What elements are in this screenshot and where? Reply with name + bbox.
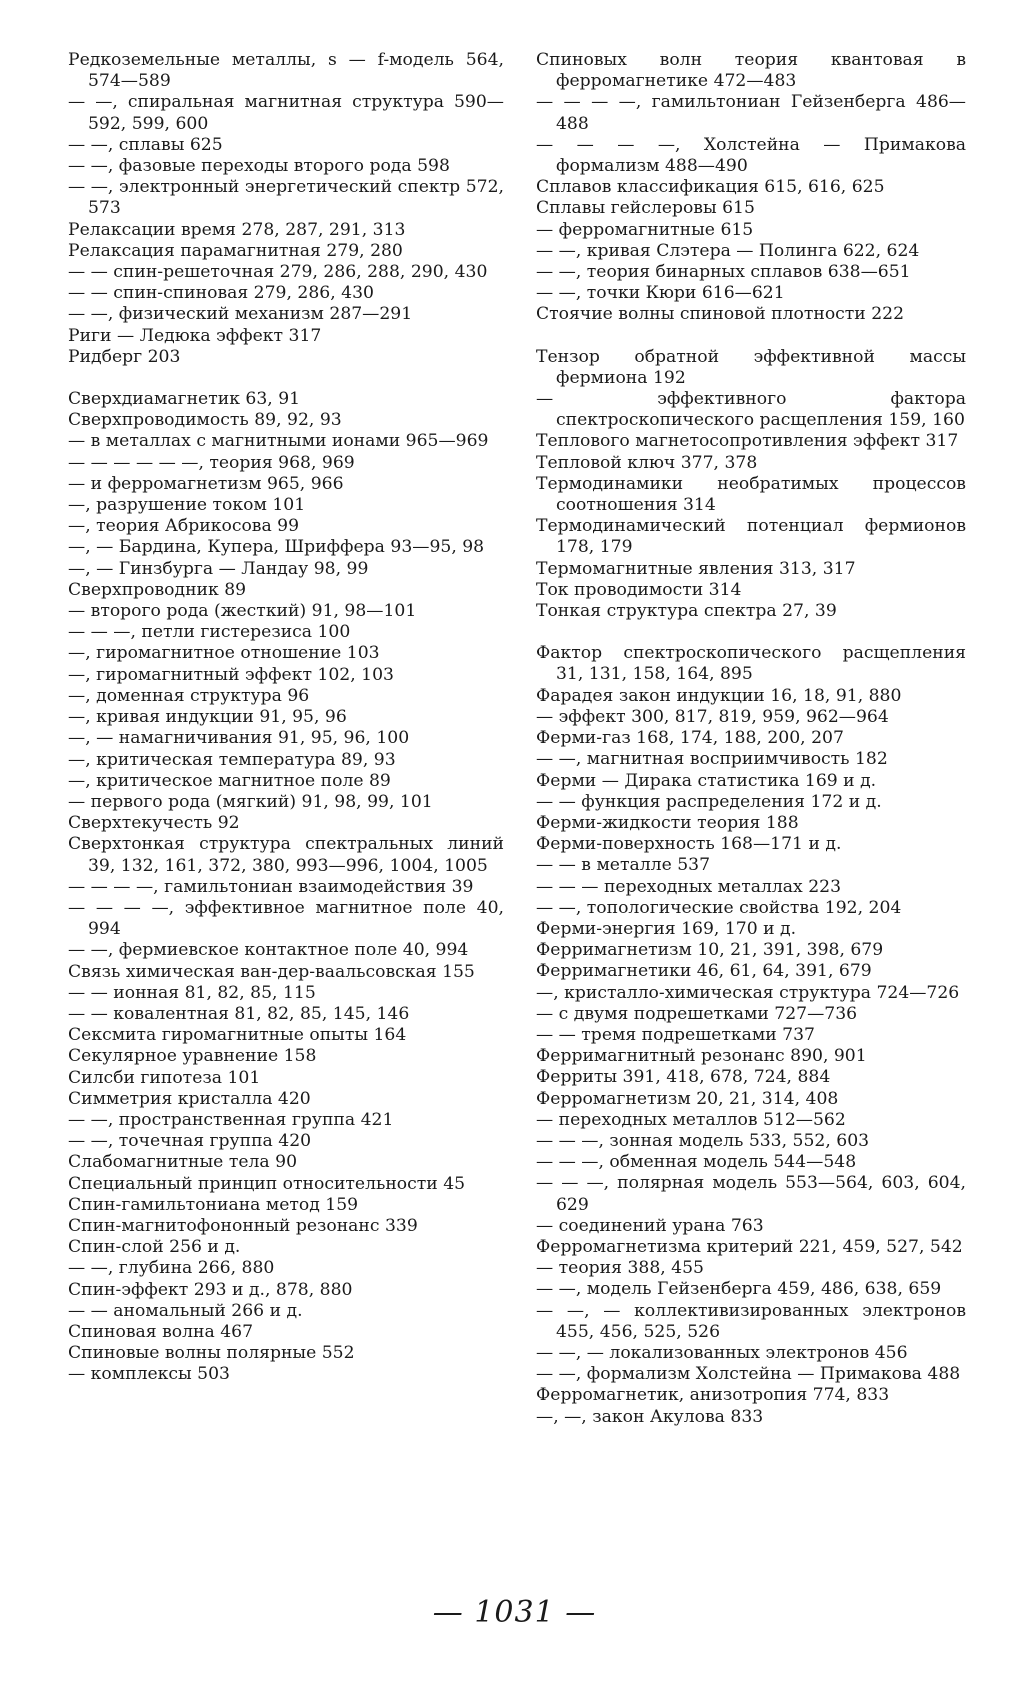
index-entry: — —, — локализованных электронов 456 bbox=[536, 1342, 908, 1363]
index-entry: — —, кривая Слэтера — Полинга 622, 624 bbox=[536, 240, 920, 261]
index-entry: — — — —, эффективное магнитное поле 40, 994 bbox=[68, 897, 504, 940]
index-entry: Спин-магнитофононный резонанс 339 bbox=[68, 1215, 418, 1236]
index-entry: Ферримагнетики 46, 61, 64, 391, 679 bbox=[536, 961, 872, 982]
index-column-right bbox=[536, 50, 966, 1428]
index-entry: — —, фермиевское контактное поле 40, 994 bbox=[68, 940, 469, 961]
index-entry: — — тремя подрешетками 737 bbox=[536, 1024, 815, 1045]
index-entry: — — — — — —, теория 968, 969 bbox=[68, 452, 355, 473]
index-entry: — —, магнитная восприимчивость 182 bbox=[536, 749, 888, 770]
index-entry: — —, точки Кюри 616—621 bbox=[536, 283, 785, 304]
index-entry: Сверхтекучесть 92 bbox=[68, 813, 240, 834]
index-entry: —, критическое магнитное поле 89 bbox=[68, 770, 391, 791]
index-entry: Ферми-жидкости теория 188 bbox=[536, 812, 799, 833]
index-entry: Ридберг 203 bbox=[68, 346, 181, 367]
index-entry: Теплового магнетосопротивления эффект 317 bbox=[536, 431, 959, 452]
index-entry: Термодинамики необратимых процессов соотношения 314 bbox=[536, 473, 966, 516]
index-entry: Сплавы гейслеровы 615 bbox=[536, 198, 755, 219]
index-entry: Сверхпроводник 89 bbox=[68, 579, 247, 600]
index-entry: Риги — Ледюка эффект 317 bbox=[68, 325, 322, 346]
index-entry: — переходных металлов 512—562 bbox=[536, 1109, 846, 1130]
index-entry: — —, теория бинарных сплавов 638—651 bbox=[536, 262, 911, 283]
index-column-left bbox=[68, 50, 504, 1386]
index-entry: — —, сплавы 625 bbox=[68, 134, 223, 155]
index-entry: — —, топологические свойства 192, 204 bbox=[536, 897, 902, 918]
index-entry: Сексмита гиромагнитные опыты 164 bbox=[68, 1025, 407, 1046]
index-entry: — —, пространственная группа 421 bbox=[68, 1109, 394, 1130]
index-entry: Стоячие волны спиновой плотности 222 bbox=[536, 304, 905, 325]
index-entry: —, — Гинзбурга — Ландау 98, 99 bbox=[68, 558, 369, 579]
index-entry: Тензор обратной эффективной массы фермиона 192 bbox=[536, 346, 966, 388]
index-entry: — — спин-решеточная 279, 286, 288, 290, 430 bbox=[68, 262, 488, 283]
index-entry: —, — Бардина, Купера, Шриффера 93—95, 98 bbox=[68, 537, 485, 558]
index-entry: Спин-гамильтониана метод 159 bbox=[68, 1194, 359, 1215]
index-entry: — —, — коллективизированных электронов 455, 456, 525, 526 bbox=[536, 1300, 966, 1342]
index-entry: —, критическая температура 89, 93 bbox=[68, 749, 396, 770]
index-entry: —, доменная структура 96 bbox=[68, 685, 310, 706]
index-entry: Ферромагнетизм 20, 21, 314, 408 bbox=[536, 1088, 839, 1109]
index-entry: Спин-слой 256 и д. bbox=[68, 1237, 241, 1258]
index-entry: — — — —, Холстейна — Примакова формализм 488—490 bbox=[536, 134, 966, 177]
index-entry: — — —, обменная модель 544—548 bbox=[536, 1152, 857, 1173]
index-entry: — —, глубина 266, 880 bbox=[68, 1258, 275, 1279]
index-entry: —, теория Абрикосова 99 bbox=[68, 516, 300, 537]
index-entry: — — ионная 81, 82, 85, 115 bbox=[68, 982, 316, 1003]
index-entry: Ферми-энергия 169, 170 и д. bbox=[536, 918, 797, 939]
index-entry: — — спин-спиновая 279, 286, 430 bbox=[68, 283, 374, 304]
index-entry: — второго рода (жесткий) 91, 98—101 bbox=[68, 601, 417, 622]
index-entry: — — функция распределения 172 и д. bbox=[536, 791, 882, 812]
index-entry: Секулярное уравнение 158 bbox=[68, 1046, 317, 1067]
index-entry: Связь химическая ван-дер-ваальсовская 155 bbox=[68, 961, 475, 982]
index-entry: Ферромагнетизма критерий 221, 459, 527, 542 bbox=[536, 1236, 963, 1257]
index-entry: — и ферромагнетизм 965, 966 bbox=[68, 473, 344, 494]
index-entry: — — — —, гамильтониан взаимодействия 39 bbox=[68, 876, 474, 897]
index-entry: — соединений урана 763 bbox=[536, 1215, 764, 1236]
index-entry: —, —, закон Акулова 833 bbox=[536, 1406, 764, 1427]
index-entry: Сверхтонкая структура спектральных линий 39, 132, 161, 372, 380, 993—996, 1004, 1005 bbox=[68, 834, 504, 876]
index-entry: — ферромагнитные 615 bbox=[536, 219, 754, 240]
index-entry: Спин-эффект 293 и д., 878, 880 bbox=[68, 1279, 353, 1300]
index-entry: Термодинамический потенциал фермионов 178, 179 bbox=[536, 516, 966, 558]
index-entry: — —, формализм Холстейна — Примакова 488 bbox=[536, 1364, 961, 1385]
index-entry: — — —, петли гистерезиса 100 bbox=[68, 622, 351, 643]
index-entry: —, гиромагнитный эффект 102, 103 bbox=[68, 664, 394, 685]
index-entry: Сплавов классификация 615, 616, 625 bbox=[536, 177, 885, 198]
index-entry: —, гиромагнитное отношение 103 bbox=[68, 643, 380, 664]
index-entry: — — в металле 537 bbox=[536, 855, 711, 876]
index-entry: — теория 388, 455 bbox=[536, 1258, 704, 1279]
index-entry: — в металлах с магнитными ионами 965—969 bbox=[68, 431, 489, 452]
index-entry: — первого рода (мягкий) 91, 98, 99, 101 bbox=[68, 791, 433, 812]
index-entry: — — —, полярная модель 553—564, 603, 604, 629 bbox=[536, 1173, 966, 1215]
index-entry: Спиновых волн теория квантовая в ферромагнетике 472—483 bbox=[536, 50, 966, 92]
index-entry: — —, спиральная магнитная структура 590—592, 599, 600 bbox=[68, 92, 504, 134]
index-entry: Ток проводимости 314 bbox=[536, 579, 742, 600]
index-entry: Термомагнитные явления 313, 317 bbox=[536, 558, 856, 579]
index-entry: — — аномальный 266 и д. bbox=[68, 1300, 303, 1321]
index-entry: — эффективного фактора спектроскопического расщепления 159, 160 bbox=[536, 389, 966, 431]
index-entry: — —, электронный энергетический спектр 572, 573 bbox=[68, 177, 504, 219]
index-entry: Релаксация парамагнитная 279, 280 bbox=[68, 240, 403, 261]
index-entry: Фарадея закон индукции 16, 18, 91, 880 bbox=[536, 685, 902, 706]
index-entry: — —, точечная группа 420 bbox=[68, 1131, 312, 1152]
index-entry: Сверхпроводимость 89, 92, 93 bbox=[68, 410, 342, 431]
index-entry: Фактор спектроскопического расщепления 31, 131, 158, 164, 895 bbox=[536, 643, 966, 685]
index-entry: Силсби гипотеза 101 bbox=[68, 1067, 261, 1088]
index-entry: Ферми-поверхность 168—171 и д. bbox=[536, 834, 842, 855]
index-entry: Ферми-газ 168, 174, 188, 200, 207 bbox=[536, 728, 844, 749]
index-entry: Релаксации время 278, 287, 291, 313 bbox=[68, 219, 406, 240]
page-number: — 1031 — bbox=[432, 1595, 597, 1630]
index-entry: —, — намагничивания 91, 95, 96, 100 bbox=[68, 728, 410, 749]
index-entry: — комплексы 503 bbox=[68, 1364, 230, 1385]
index-entry: — — — переходных металлах 223 bbox=[536, 876, 842, 897]
index-entry: Ферримагнитный резонанс 890, 901 bbox=[536, 1046, 867, 1067]
index-entry: Спиновая волна 467 bbox=[68, 1321, 254, 1342]
index-entry: — — —, зонная модель 533, 552, 603 bbox=[536, 1130, 870, 1151]
index-entry: —, кристалло-химическая структура 724—726 bbox=[536, 982, 960, 1003]
index-entry: — —, фазовые переходы второго рода 598 bbox=[68, 156, 450, 177]
index-entry: Симметрия кристалла 420 bbox=[68, 1088, 311, 1109]
index-entry: Ферриты 391, 418, 678, 724, 884 bbox=[536, 1067, 831, 1088]
index-entry: — —, физический механизм 287—291 bbox=[68, 304, 413, 325]
index-entry: — с двумя подрешетками 727—736 bbox=[536, 1003, 858, 1024]
index-entry: Специальный принцип относительности 45 bbox=[68, 1173, 466, 1194]
index-entry: — —, модель Гейзенберга 459, 486, 638, 659 bbox=[536, 1279, 942, 1300]
index-entry: Тонкая структура спектра 27, 39 bbox=[536, 601, 837, 622]
index-entry: Слабомагнитные тела 90 bbox=[68, 1152, 298, 1173]
index-entry: Ферромагнетик, анизотропия 774, 833 bbox=[536, 1385, 890, 1406]
index-entry: — — ковалентная 81, 82, 85, 145, 146 bbox=[68, 1003, 410, 1024]
index-entry: — эффект 300, 817, 819, 959, 962—964 bbox=[536, 706, 889, 727]
index-entry: —, разрушение током 101 bbox=[68, 495, 306, 516]
index-entry: Ферми — Дирака статистика 169 и д. bbox=[536, 770, 877, 791]
index-entry: — — — —, гамильтониан Гейзенберга 486—488 bbox=[536, 92, 966, 134]
index-entry: Спиновые волны полярные 552 bbox=[68, 1343, 355, 1364]
index-entry: —, кривая индукции 91, 95, 96 bbox=[68, 707, 347, 728]
index-entry: Тепловой ключ 377, 378 bbox=[536, 452, 758, 473]
index-entry: Сверхдиамагнетик 63, 91 bbox=[68, 389, 301, 410]
index-entry: Редкоземельные металлы, s — f-модель 564, 574—589 bbox=[68, 50, 504, 92]
index-entry: Ферримагнетизм 10, 21, 391, 398, 679 bbox=[536, 940, 884, 961]
